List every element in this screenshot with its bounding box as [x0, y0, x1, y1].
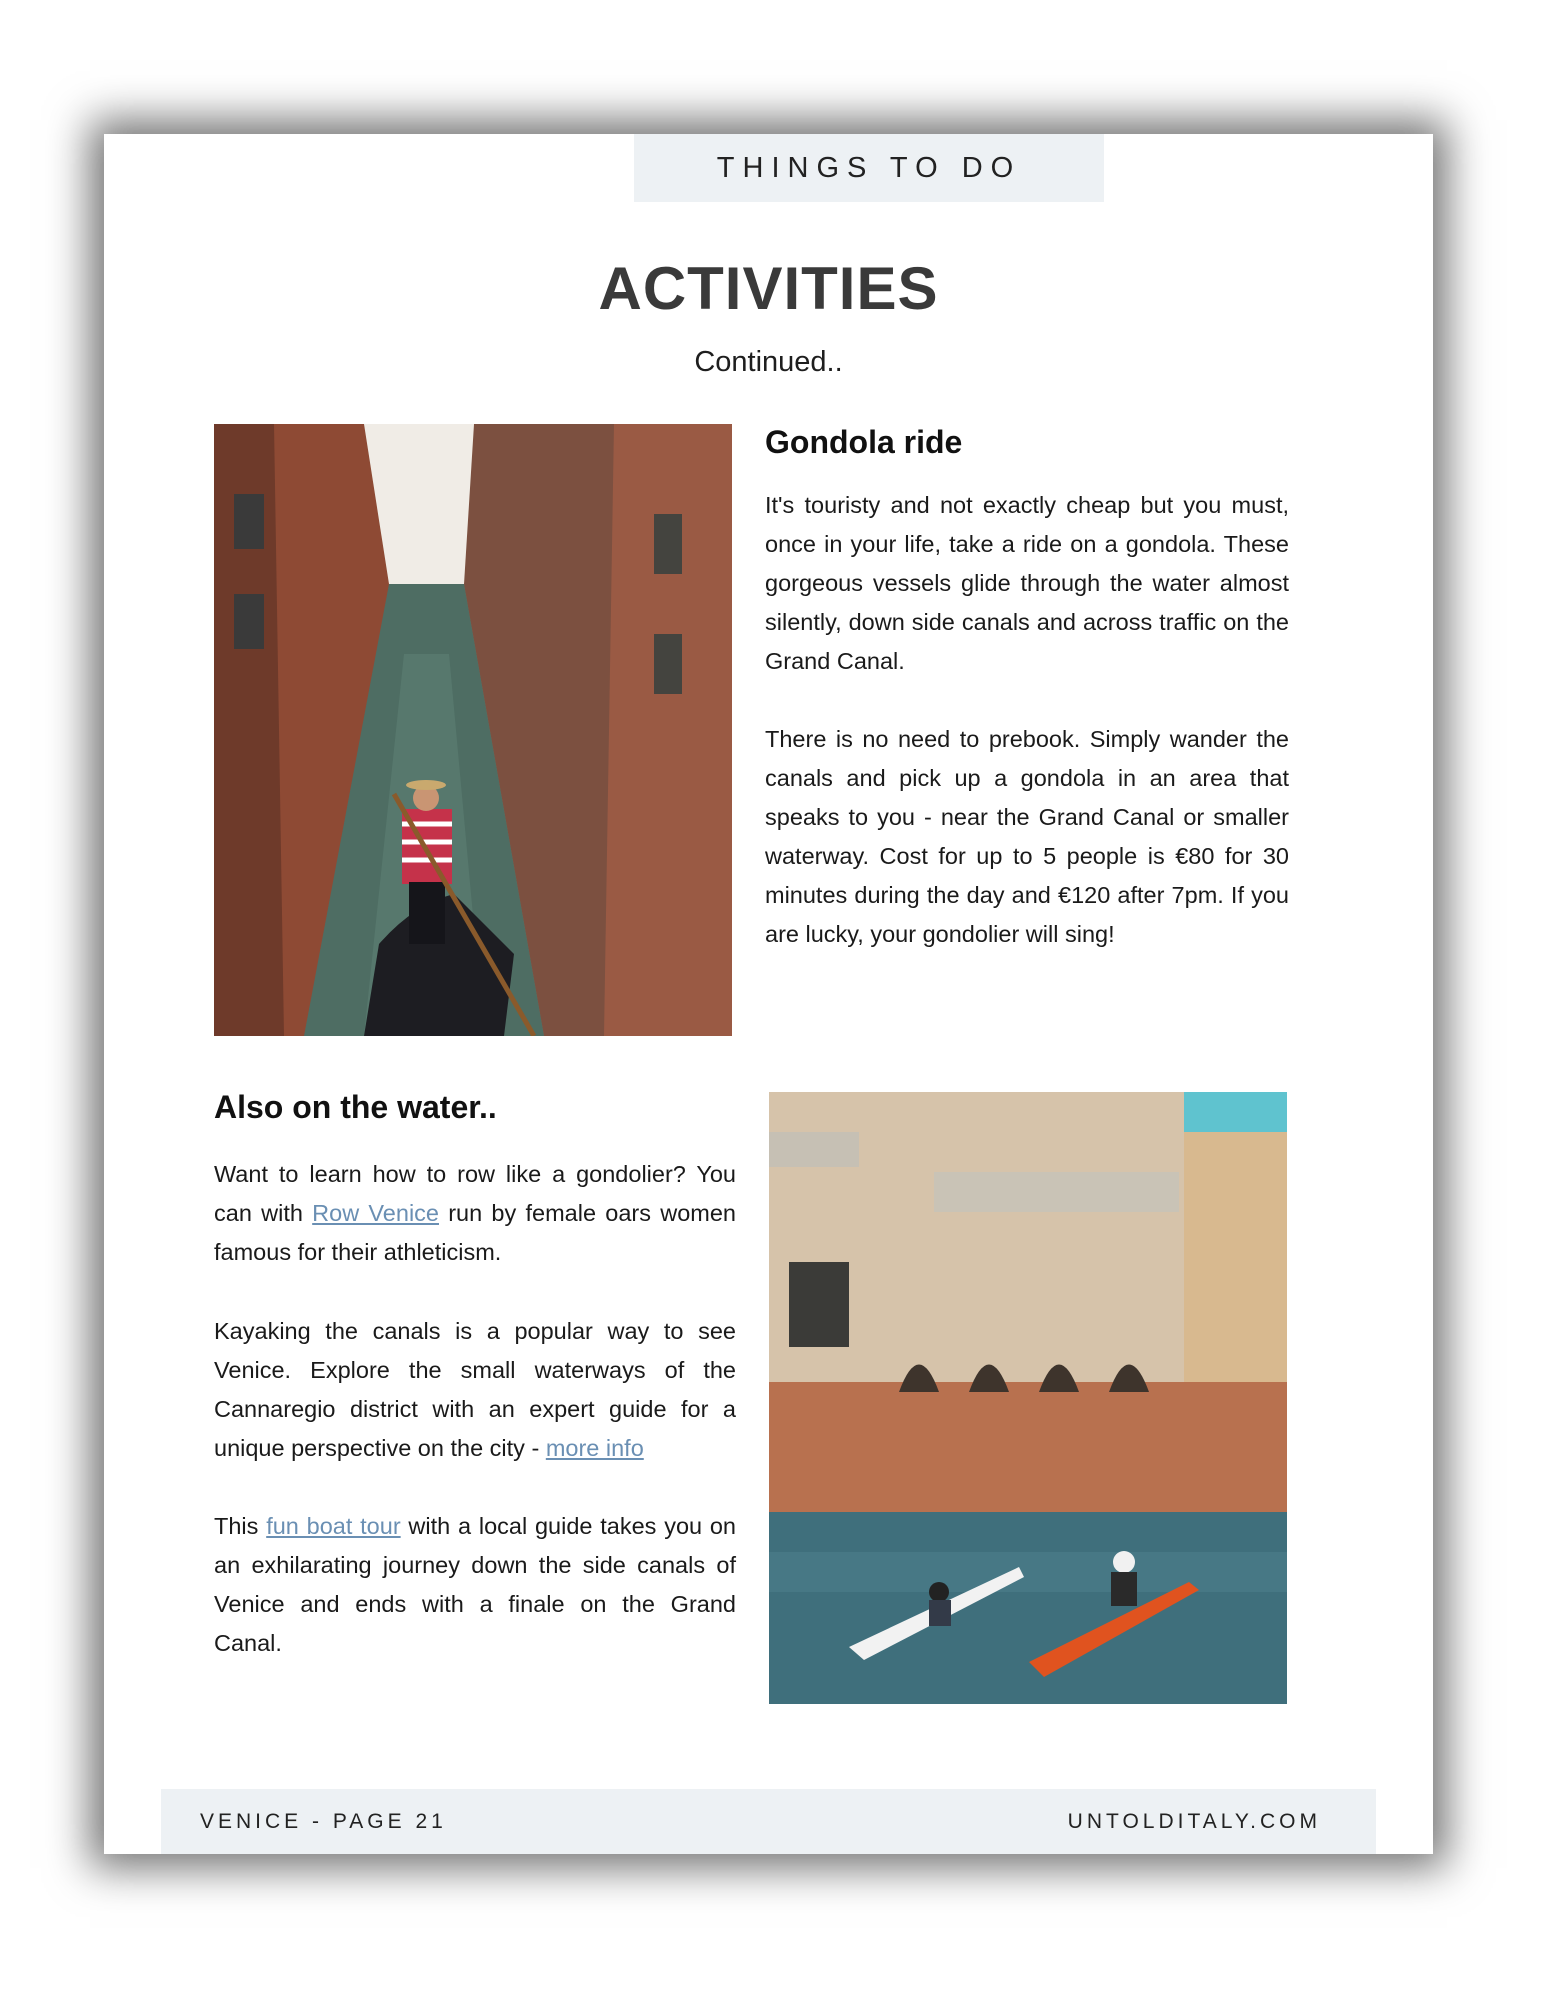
footer-website: UNTOLDITALY.COM	[1067, 1809, 1321, 1833]
section-tab: THINGS TO DO	[634, 134, 1104, 202]
row-venice-paragraph: Want to learn how to row like a gondolier? You can with Row Venice run by female oars women famous for their athleticism.	[214, 1161, 736, 1265]
kayak-canal-photo	[769, 1092, 1287, 1704]
gondola-canal-photo	[214, 424, 732, 1036]
gondola-ride-heading: Gondola ride	[765, 424, 963, 460]
page-title: ACTIVITIES	[598, 255, 939, 322]
page-subtitle: Continued..	[694, 346, 843, 378]
kayaking-paragraph: Kayaking the canals is a popular way to see Venice. Explore the small waterways of the Cannaregio district with an expert guide for a unique perspective on the city - more info	[214, 1318, 736, 1461]
row-venice-link[interactable]: Row Venice	[312, 1200, 439, 1226]
fun-boat-tour-link[interactable]: fun boat tour	[266, 1513, 401, 1539]
more-info-link[interactable]: more info	[545, 1435, 644, 1461]
gondola-paragraph-2: There is no need to prebook. Simply wander the canals and pick up a gondola in an area that speaks to you - near the Grand Canal or smaller waterway. Cost for up to 5 people is €80 for 30 minutes during the day and €120 after 7pm. If you are lucky, your gondolier will sing!	[765, 726, 1289, 947]
footer-page-label: VENICE - PAGE 21	[200, 1809, 447, 1833]
boat-tour-paragraph: This fun boat tour with a local guide takes you on an exhilarating journey down the side canals of Venice and ends with a finale on the Grand Canal.	[214, 1513, 736, 1656]
page-sheet	[104, 134, 1433, 1854]
gondola-paragraph-1: It's touristy and not exactly cheap but you must, once in your life, take a ride on a gondola. These gorgeous vessels glide through the water almost silently, down side canals and across traffic on the Grand Canal.	[765, 492, 1289, 674]
also-on-water-heading: Also on the water..	[214, 1089, 497, 1125]
page-footer	[161, 1789, 1376, 1854]
